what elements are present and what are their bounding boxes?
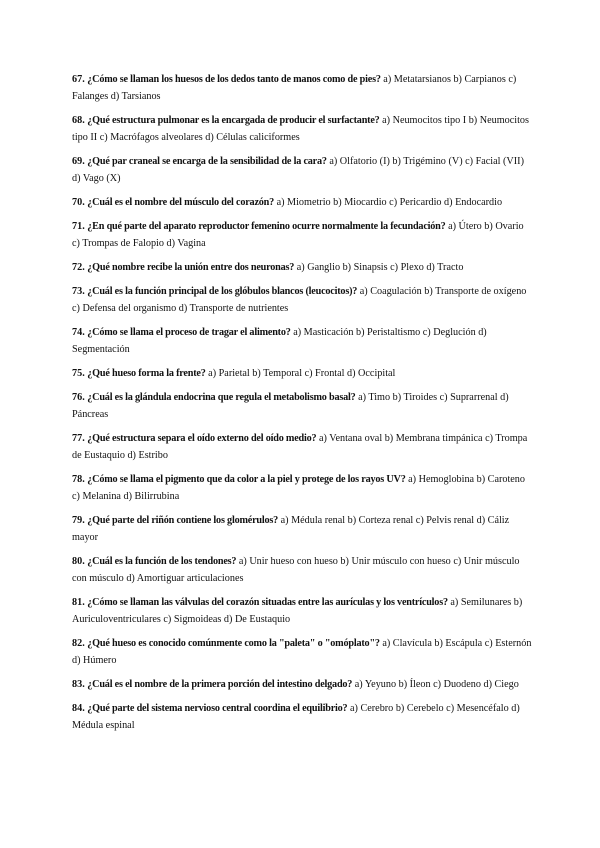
question-answers: a) Miometrio b) Miocardio c) Pericardio d) Endocardio bbox=[276, 197, 503, 208]
question-text: ¿Cuál es la función principal de los glóbulos blancos (leucocitos)? bbox=[87, 286, 358, 297]
question-text: ¿Cuál es el nombre del músculo del corazón? bbox=[87, 197, 275, 208]
question-text: ¿En qué parte del aparato reproductor femenino ocurre normalmente la fecundación? bbox=[87, 221, 446, 232]
question-text: ¿Qué hueso forma la frente? bbox=[87, 368, 206, 379]
question-text: ¿Qué parte del riñón contiene los glomérulos? bbox=[87, 515, 279, 526]
question-82 bbox=[72, 635, 532, 669]
question-answers: a) Médula renal b) Corteza renal c) Pelvis renal d) Cáliz mayor bbox=[72, 515, 510, 543]
question-67 bbox=[72, 71, 532, 105]
question-number: 77. bbox=[72, 433, 85, 444]
question-answers: a) Coagulación b) Transporte de oxígeno c) Defensa del organismo d) Transporte de nutrientes bbox=[72, 286, 527, 314]
question-text: ¿Qué estructura separa el oído externo del oído medio? bbox=[87, 433, 317, 444]
question-text: ¿Qué par craneal se encarga de la sensibilidad de la cara? bbox=[87, 156, 327, 167]
question-83 bbox=[72, 676, 532, 693]
question-79 bbox=[72, 512, 532, 546]
question-text: ¿Cuál es la función de los tendones? bbox=[87, 556, 237, 567]
question-number: 73. bbox=[72, 286, 85, 297]
question-answers: a) Hemoglobina b) Caroteno c) Melanina d) Bilirrubina bbox=[72, 474, 525, 502]
question-text: ¿Cómo se llaman los huesos de los dedos tanto de manos como de pies? bbox=[87, 74, 381, 85]
question-text: ¿Cómo se llama el proceso de tragar el alimento? bbox=[87, 327, 291, 338]
question-answers: a) Ganglio b) Sinapsis c) Plexo d) Tracto bbox=[296, 262, 464, 273]
question-number: 83. bbox=[72, 679, 85, 690]
question-answers: a) Unir hueso con hueso b) Unir músculo con hueso c) Unir músculo con músculo d) Amortiguar articulaciones bbox=[72, 556, 520, 584]
question-answers: a) Útero b) Ovario c) Trompas de Falopio d) Vagina bbox=[72, 221, 524, 249]
question-number: 72. bbox=[72, 262, 85, 273]
question-84 bbox=[72, 700, 532, 734]
question-answers: a) Semilunares b) Auriculoventriculares c) Sigmoideas d) De Eustaquio bbox=[72, 597, 523, 625]
question-number: 71. bbox=[72, 221, 85, 232]
question-70 bbox=[72, 194, 532, 211]
question-number: 81. bbox=[72, 597, 85, 608]
question-69 bbox=[72, 153, 532, 187]
question-answers: a) Clavícula b) Escápula c) Esternón d) Húmero bbox=[72, 638, 532, 666]
question-answers: a) Timo b) Tiroides c) Suprarrenal d) Páncreas bbox=[72, 392, 509, 420]
question-answers: a) Ventana oval b) Membrana timpánica c) Trompa de Eustaquio d) Estribo bbox=[72, 433, 528, 461]
question-76 bbox=[72, 389, 532, 423]
question-text: ¿Qué hueso es conocido comúnmente como la "paleta" o "omóplato"? bbox=[87, 638, 380, 649]
question-75 bbox=[72, 365, 532, 382]
question-list bbox=[72, 71, 532, 741]
question-number: 68. bbox=[72, 115, 85, 126]
question-number: 84. bbox=[72, 703, 85, 714]
question-68 bbox=[72, 112, 532, 146]
question-text: ¿Qué estructura pulmonar es la encargada de producir el surfactante? bbox=[87, 115, 380, 126]
question-answers: a) Yeyuno b) Íleon c) Duodeno d) Ciego bbox=[354, 679, 519, 690]
question-number: 82. bbox=[72, 638, 85, 649]
question-text: ¿Qué nombre recibe la unión entre dos neuronas? bbox=[87, 262, 295, 273]
question-number: 70. bbox=[72, 197, 85, 208]
question-80 bbox=[72, 553, 532, 587]
question-answers: a) Cerebro b) Cerebelo c) Mesencéfalo d) Médula espinal bbox=[72, 703, 520, 731]
question-77 bbox=[72, 430, 532, 464]
question-answers: a) Masticación b) Peristaltismo c) Deglución d) Segmentación bbox=[72, 327, 487, 355]
question-74 bbox=[72, 324, 532, 358]
question-81 bbox=[72, 594, 532, 628]
question-text: ¿Cuál es la glándula endocrina que regula el metabolismo basal? bbox=[87, 392, 356, 403]
question-73 bbox=[72, 283, 532, 317]
question-72 bbox=[72, 259, 532, 276]
question-number: 78. bbox=[72, 474, 85, 485]
question-number: 75. bbox=[72, 368, 85, 379]
question-71 bbox=[72, 218, 532, 252]
question-text: ¿Qué parte del sistema nervioso central coordina el equilibrio? bbox=[87, 703, 348, 714]
question-number: 74. bbox=[72, 327, 85, 338]
question-answers: a) Metatarsianos b) Carpianos c) Falanges d) Tarsianos bbox=[72, 74, 517, 102]
question-78 bbox=[72, 471, 532, 505]
question-number: 76. bbox=[72, 392, 85, 403]
question-answers: a) Parietal b) Temporal c) Frontal d) Occipital bbox=[208, 368, 396, 379]
question-text: ¿Cómo se llaman las válvulas del corazón situadas entre las aurículas y los ventrículos? bbox=[87, 597, 448, 608]
question-number: 69. bbox=[72, 156, 85, 167]
question-number: 67. bbox=[72, 74, 85, 85]
question-number: 80. bbox=[72, 556, 85, 567]
question-text: ¿Cómo se llama el pigmento que da color a la piel y protege de los rayos UV? bbox=[87, 474, 406, 485]
question-text: ¿Cuál es el nombre de la primera porción del intestino delgado? bbox=[87, 679, 353, 690]
question-answers: a) Neumocitos tipo I b) Neumocitos tipo II c) Macrófagos alveolares d) Células caliciformes bbox=[72, 115, 529, 143]
question-number: 79. bbox=[72, 515, 85, 526]
question-answers: a) Olfatorio (I) b) Trigémino (V) c) Facial (VII) d) Vago (X) bbox=[72, 156, 524, 184]
